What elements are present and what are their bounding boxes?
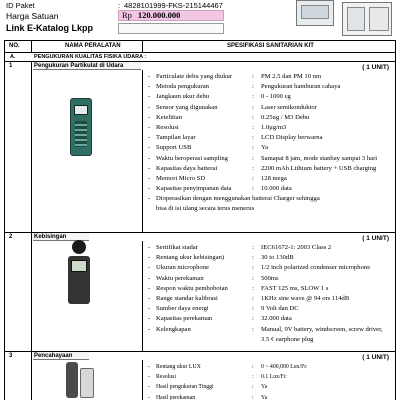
- item-number: 3: [9, 353, 13, 359]
- id-paket-value: 4828101999-FKS-215144467: [124, 1, 223, 10]
- harga-label: Harga Satuan: [6, 11, 59, 21]
- col-nama-header: NAMA PERALATAN: [65, 43, 121, 49]
- id-paket-colon: :: [118, 1, 121, 10]
- item-number: 1: [9, 63, 13, 69]
- item-number: 2: [9, 234, 13, 240]
- item-unit: ( 1 UNIT): [362, 235, 389, 242]
- col-no-header: NO.: [9, 43, 20, 49]
- section-title: PENGUKURAN KUALITAS FISIKA UDARA :: [34, 54, 147, 60]
- table-header: [5, 41, 395, 53]
- item-unit: ( 1 UNIT): [362, 64, 389, 71]
- col-divider: [142, 70, 143, 233]
- harga-value: 120.000.000: [137, 10, 181, 20]
- product-thumbnail-2: [342, 2, 392, 36]
- sound-level-meter-image: [66, 240, 92, 306]
- katalog-link-field[interactable]: [118, 23, 224, 34]
- col-divider: [142, 241, 143, 352]
- item-name: Pencahayaan: [34, 353, 73, 359]
- lux-meter-image: [64, 362, 98, 400]
- col-divider: [142, 360, 143, 400]
- item-name: Kebisingan: [34, 234, 67, 240]
- harga-value-box: [118, 10, 224, 21]
- package-header: [0, 0, 400, 40]
- col-divider: [31, 62, 32, 400]
- item-name: Pengukuran Partikulat di Udara: [34, 63, 124, 69]
- harga-currency: Rp: [122, 10, 132, 20]
- section-a-row: [5, 53, 395, 62]
- section-letter: A.: [10, 54, 16, 60]
- particle-counter-image: [70, 98, 92, 156]
- katalog-label: Link E-Katalog Lkpp: [6, 23, 94, 33]
- product-thumbnail-1: [296, 0, 334, 26]
- col-divider: [142, 41, 143, 53]
- id-paket-label: ID Paket: [6, 1, 35, 10]
- col-divider: [31, 41, 32, 53]
- col-spek-header: SPESIFIKASI SANITARIAN KIT: [227, 43, 314, 49]
- item-unit: ( 1 UNIT): [362, 354, 389, 361]
